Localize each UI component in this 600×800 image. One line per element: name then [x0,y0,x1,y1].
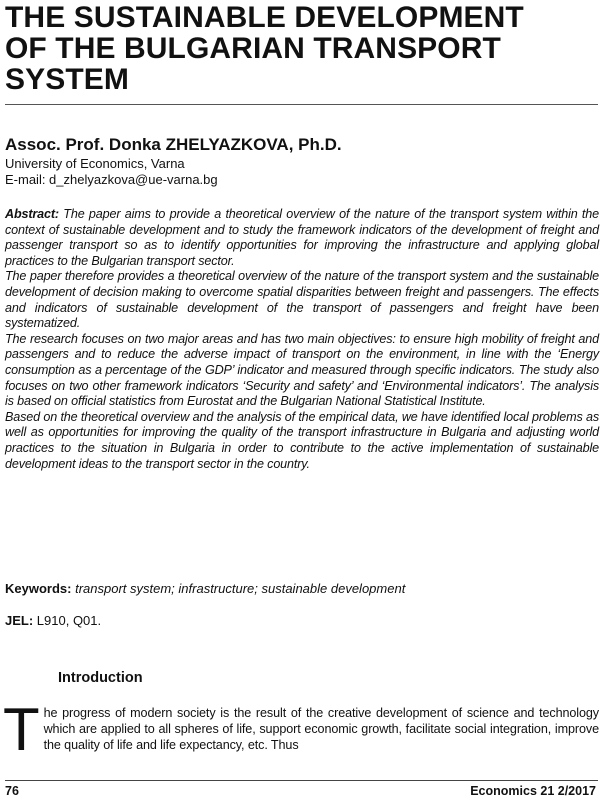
abstract-paragraph: The research focuses on two major areas and has two main objectives: to ensure high mobility of freight and passengers and to reduce the adverse impact of transport on the environment, in line with the ‘Energy consumption as a percentage of the GDP’ indicator and measured through specific indicators. The study also focuses on two other framework indicators ‘Security and safety’ and ‘Environmental indicators’. The analysis is based on official statistics from Eurostat and the Bulgarian National Statistical Institute. [5,331,599,409]
keywords [5,580,599,597]
author-name: Assoc. Prof. Donka ZHELYAZKOVA, Ph.D. [5,135,342,154]
author-affiliation: University of Economics, Varna [5,156,185,171]
paper-title [5,2,595,95]
keywords-label: Keywords: [5,581,72,596]
abstract-paragraph: Based on the theoretical overview and the analysis of the empirical data, we have identified local problems as well as opportunities for improving the quality of the transport infrastructure in Bulgaria and adjusting world practices to the situation in Bulgaria in order to contribute to the active implementation of sustainable development ideas to the transport sector in the country. [5,409,599,471]
introduction-text: he progress of modern society is the result of the creative development of science and technology which are applied to all spheres of life, support economic growth, facilitate social integration, improve the quality of life and life expectancy, etc. Thus [43,706,599,752]
jel-codes [5,612,599,629]
abstract [5,207,599,472]
abstract-paragraph [5,207,599,269]
jel-label: JEL: [5,613,34,628]
paper-page [5,0,598,800]
title-line: OF THE BULGARIAN TRANSPORT [5,32,501,65]
title-line: SYSTEM [5,63,129,96]
drop-cap: T [3,696,40,763]
keywords-value: transport system; infrastructure; sustainable development [75,581,406,596]
jel-value: L910, Q01. [36,613,102,628]
author-email: E-mail: d_zhelyazkova@ue-varna.bg [5,172,218,187]
abstract-text: The paper aims to provide a theoretical overview of the nature of the transport system within the context of sustainable development and to study the framework indicators of the development of freight and passenger transport so as to identify opportunities for improving the infrastructure and applying global practices to the Bulgarian transport sector. [5,207,599,268]
footer-divider [5,780,598,781]
page-number: 76 [5,784,19,798]
introduction-body [3,696,599,763]
section-heading-introduction: Introduction [58,670,143,686]
abstract-paragraph: The paper therefore provides a theoretical overview of the nature of the transport system and the sustainable development of decision making to overcome spatial disparities between freight and passengers. The effects and indicators of sustainable development of the transport of passengers and freight have been systematized. [5,269,599,331]
title-divider [5,104,598,105]
author-block [5,134,595,188]
title-line: THE SUSTAINABLE DEVELOPMENT [5,1,524,34]
abstract-label: Abstract: [5,207,59,221]
journal-issue: Economics 21 2/2017 [470,784,596,798]
